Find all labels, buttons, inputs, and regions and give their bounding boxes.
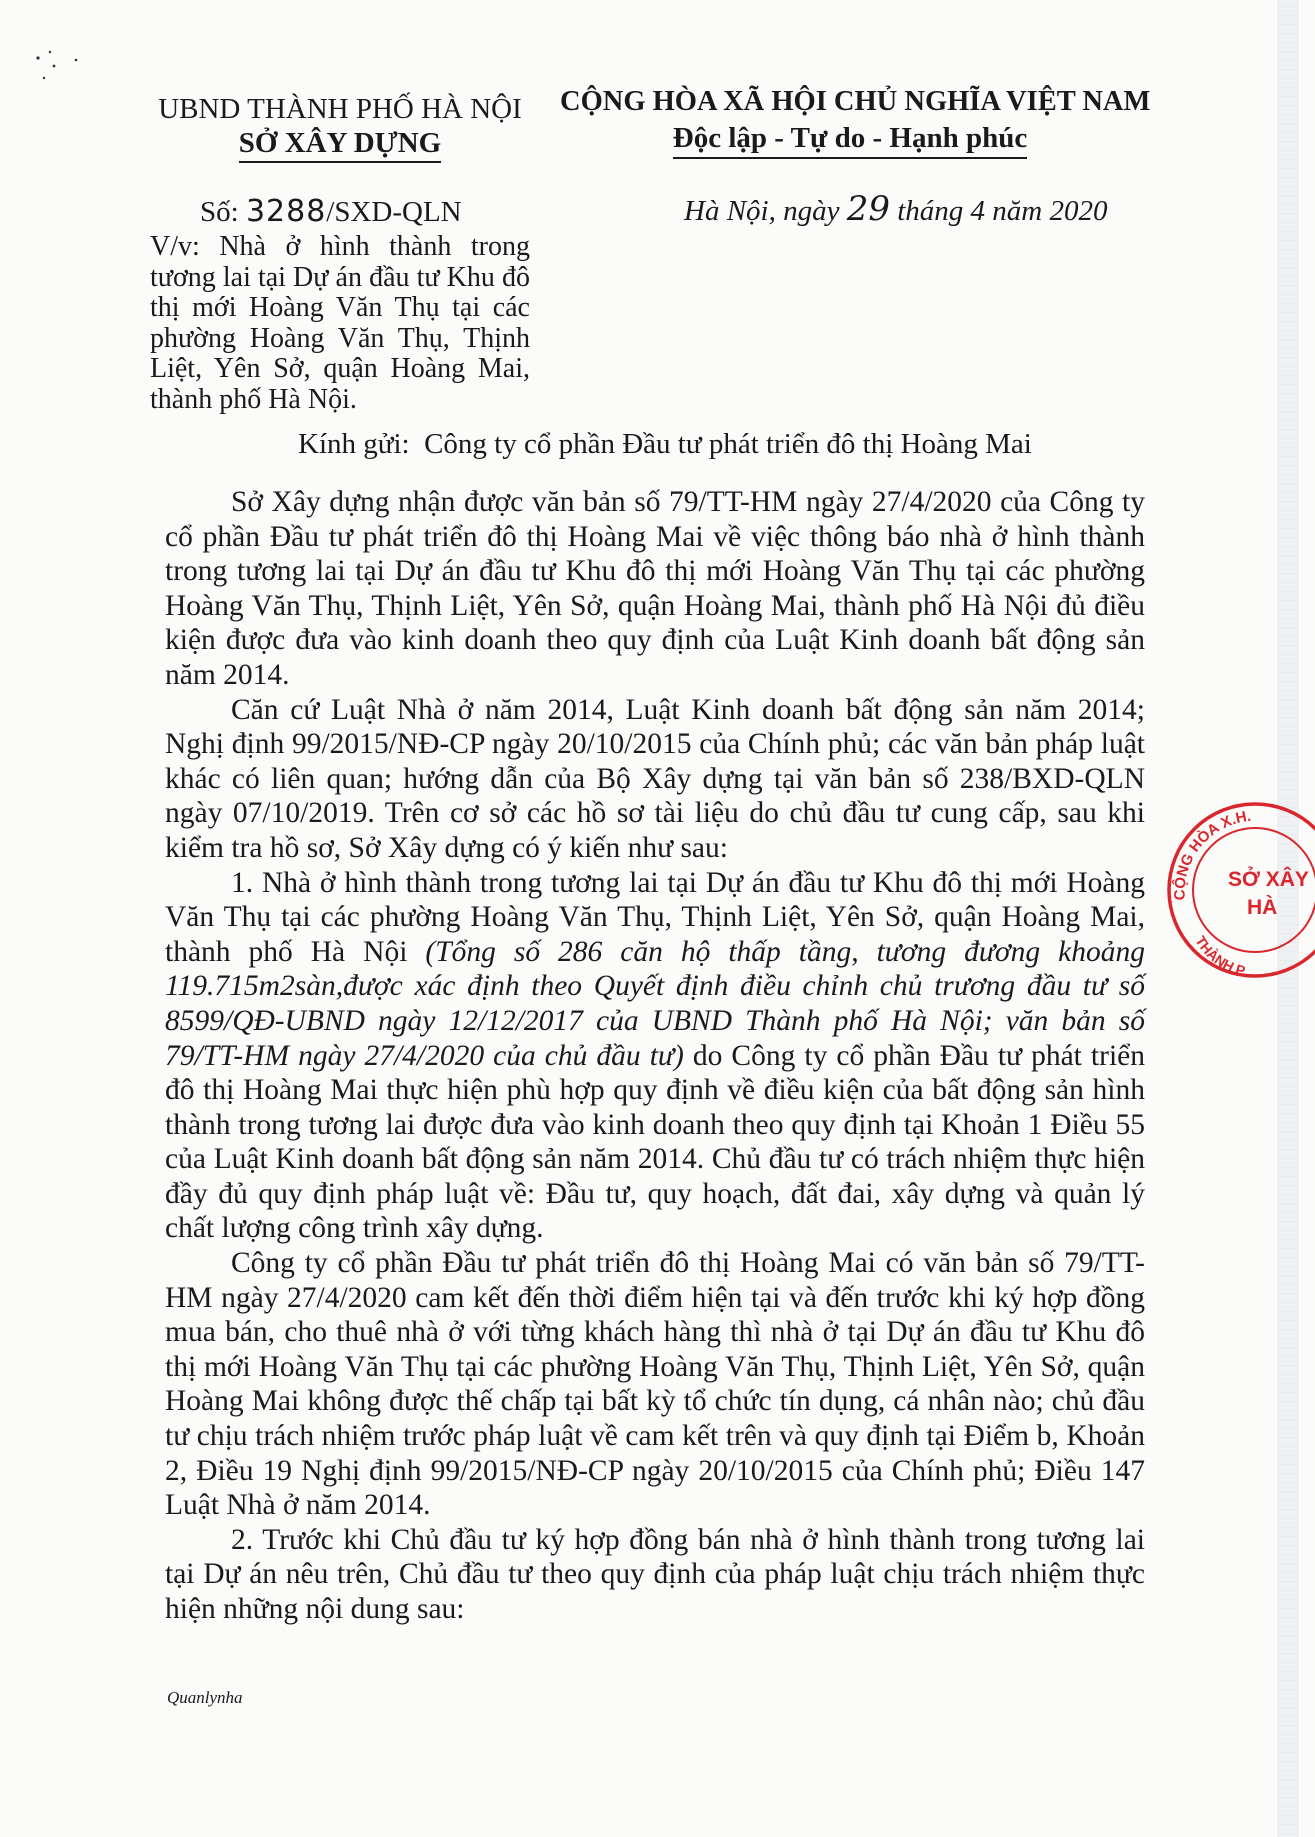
stamp-center-line2: HÀ <box>1247 896 1278 919</box>
doc-number-suffix: /SXD-QLN <box>326 196 462 228</box>
issuer-org: UBND THÀNH PHỐ HÀ NỘI <box>158 93 522 125</box>
date-suffix: tháng 4 năm 2020 <box>889 195 1108 227</box>
issuer-block <box>120 92 560 163</box>
paragraph-3 <box>165 866 1145 1247</box>
letter-body <box>165 485 1145 1627</box>
paragraph-1: Sở Xây dựng nhận được văn bản số 79/TT-HM ngày 27/4/2020 của Công ty cổ phần Đầu tư phát triển đô thị Hoàng Mai về việc thông báo nhà ở hình thành trong tương lai tại Dự án đầu tư Khu đô thị mới Hoàng Văn Thụ tại các phường Hoàng Văn Thụ, Thịnh Liệt, Yên Sở, quận Hoàng Mai, thành phố Hà Nội đủ điều kiện được đưa vào kinh doanh theo quy định của Luật Kinh doanh bất động sản năm 2014. <box>165 486 1145 691</box>
stamp-center-line1: SỞ XÂY <box>1228 868 1309 891</box>
paragraph-3-start: 1. Nhà ở hình thành trong tương lai tại Dự án đầu tư Khu đô thị mới Hoàng Văn Thụ tại các phường Hoàng Văn Thụ, Thịnh Liệt, Yên Sở, quận Hoàng Mai, thành phố Hà Nội <box>165 866 1145 968</box>
date-prefix: Hà Nội, ngày <box>684 195 847 227</box>
document-date <box>684 189 1107 229</box>
paragraph-4: Công ty cổ phần Đầu tư phát triển đô thị Hoàng Mai có văn bản số 79/TT-HM ngày 27/4/2020 cam kết đến thời điểm hiện tại và đến trước khi ký hợp đồng mua bán, cho thuê nhà ở với từng khách hàng thì nhà ở tại Dự án đầu tư Khu đô thị mới Hoàng Văn Thụ tại các phường Hoàng Văn Thụ, Thịnh Liệt, Yên Sở, quận Hoàng Mai không được thế chấp tại bất kỳ tổ chức tín dụng, cá nhân nào; chủ đầu tư chịu trách nhiệm trước pháp luật về cam kết trên và quy định tại Điểm b, Khoản 2, Điều 19 Nghị định 99/2015/NĐ-CP ngày 20/10/2015 của Chính phủ; Điều 147 Luật Nhà ở năm 2014. <box>165 1247 1145 1522</box>
national-header <box>560 84 1151 159</box>
date-day: 29 <box>846 189 890 229</box>
scan-specks <box>30 48 100 88</box>
nation-title: CỘNG HÒA XÃ HỘI CHỦ NGHĨA VIỆT NAM <box>560 86 1151 117</box>
stamp-ring-text: CỘNG HÒA X.H. <box>1171 807 1252 901</box>
footer-mark: Quanlynha <box>167 1688 243 1707</box>
doc-number-value: 3288 <box>245 194 327 229</box>
paragraph-5: 2. Trước khi Chủ đầu tư ký hợp đồng bán nhà ở hình thành trong tương lai tại Dự án nêu trên, Chủ đầu tư theo quy định của pháp luật chịu trách nhiệm thực hiện những nội dung sau: <box>165 1523 1145 1625</box>
recipient-name: Công ty cổ phần Đầu tư phát triển đô thị Hoàng Mai <box>424 428 1032 460</box>
document-number <box>200 194 462 229</box>
paragraph-2: Căn cứ Luật Nhà ở năm 2014, Luật Kinh doanh bất động sản năm 2014; Nghị định 99/2015/NĐ-CP ngày 20/10/2015 của Chính phủ; các văn bản pháp luật khác có liên quan; hướng dẫn của Bộ Xây dựng tại văn bản số 238/BXD-QLN ngày 07/10/2019. Trên cơ sở các hồ sơ tài liệu do chủ đầu tư cung cấp, sau khi kiểm tra hồ sơ, Sở Xây dựng có ý kiến như sau: <box>165 693 1145 864</box>
issuer-dept: SỞ XÂY DỰNG <box>239 126 441 163</box>
recipient-line <box>298 428 1032 461</box>
stamp-bottom-text: THÀNH P <box>1192 933 1248 979</box>
national-motto: Độc lập - Tự do - Hạnh phúc <box>673 120 1028 159</box>
doc-number-prefix: Số: <box>200 196 246 228</box>
recipient-label: Kính gửi: <box>298 428 410 460</box>
paragraph-3-italic: (Tổng số 286 căn hộ thấp tầng, tương đương khoảng 119.715m2sàn,được xác định theo Quyết định điều chỉnh chủ trương đầu tư số 8599/QĐ-UBND ngày 12/12/2017 của UBND Thành phố Hà Nội; văn bản số 79/TT-HM ngày 27/4/2020 của chủ đầu tư) <box>165 935 1146 1072</box>
subject-line: V/v: Nhà ở hình thành trong tương lai tại Dự án đầu tư Khu đô thị mới Hoàng Văn Thụ tại các phường Hoàng Văn Thụ, Thịnh Liệt, Yên Sở, quận Hoàng Mai, thành phố Hà Nội. <box>150 231 530 415</box>
red-seal-stamp <box>1155 790 1315 990</box>
paragraph-3-end: do Công ty cổ phần Đầu tư phát triển đô thị Hoàng Mai thực hiện phù hợp quy định về điều kiện của bất động sản hình thành trong tương lai được đưa vào kinh doanh theo quy định tại Khoản 1 Điều 55 của Luật Kinh doanh bất động sản năm 2014. Chủ đầu tư có trách nhiệm thực hiện đầy đủ quy định pháp luật về: Đầu tư, quy hoạch, đất đai, xây dựng và quản lý chất lượng công trình xây dựng. <box>165 1039 1145 1245</box>
